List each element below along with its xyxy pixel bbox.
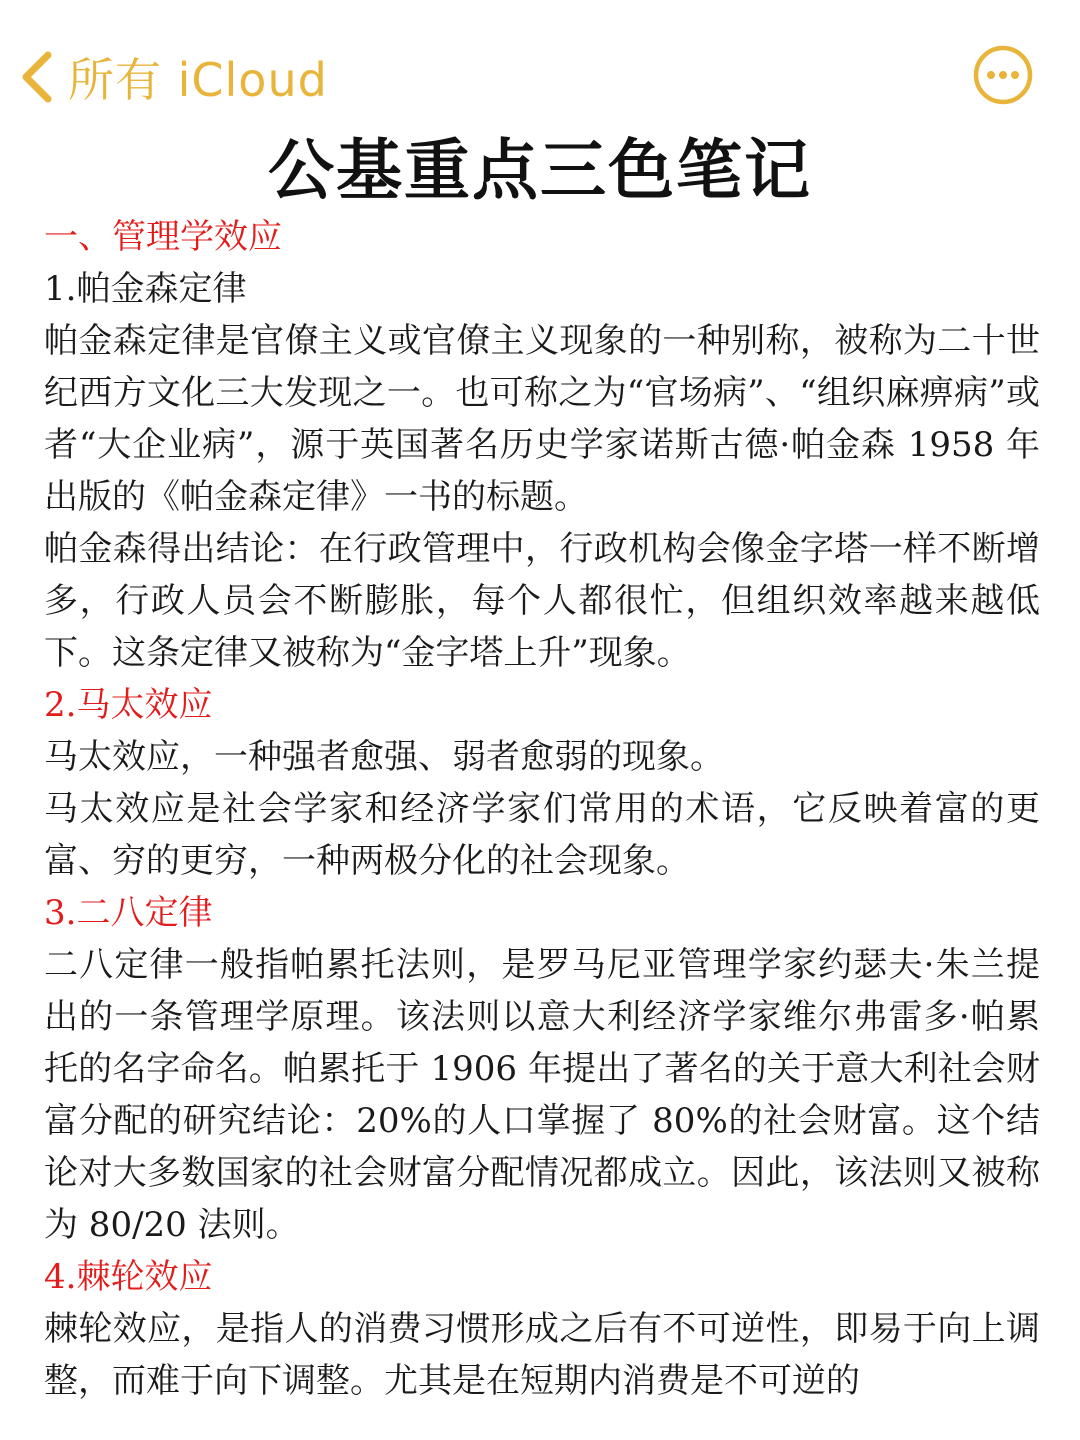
- ellipsis-circle-icon: [972, 91, 1034, 110]
- note-body[interactable]: [44, 211, 1040, 1407]
- section-heading: 一、管理学效应: [44, 217, 282, 257]
- paragraph: 棘轮效应，是指人的消费习惯形成之后有不可逆性，即易于向上调整，而难于向下调整。尤其是在短期内消费是不可逆的: [44, 1309, 1040, 1401]
- navigation-bar: [0, 0, 1080, 130]
- item-heading: 3.二八定律: [44, 893, 213, 933]
- more-options-button[interactable]: [972, 44, 1034, 106]
- paragraph: 二八定律一般指帕累托法则，是罗马尼亚管理学家约瑟夫·朱兰提出的一条管理学原理。该法则以意大利经济学家维尔弗雷多·帕累托的名字命名。帕累托于 1906 年提出了著名的关于意大利社会财富分配的研究结论：20%的人口掌握了 80%的社会财富。这个结论对大多数国家的社会财富分配情况都成立。因此，该法则又被称为 80/20 法则。: [44, 945, 1040, 1245]
- back-button[interactable]: [18, 42, 328, 112]
- item-heading: 2.马太效应: [44, 685, 213, 725]
- item-heading: 1.帕金森定律: [44, 269, 247, 309]
- note-title: 公基重点三色笔记: [268, 131, 812, 209]
- back-button-label: 所有 iCloud: [68, 53, 328, 107]
- paragraph: 马太效应，一种强者愈强、弱者愈弱的现象。: [44, 737, 724, 777]
- chevron-left-icon: [18, 49, 54, 105]
- paragraph: 马太效应是社会学家和经济学家们常用的术语，它反映着富的更富、穷的更穷，一种两极分化的社会现象。: [44, 789, 1040, 881]
- item-heading: 4.棘轮效应: [44, 1257, 213, 1297]
- paragraph: 帕金森定律是官僚主义或官僚主义现象的一种别称，被称为二十世纪西方文化三大发现之一。也可称之为“官场病”、“组织麻痹病”或者“大企业病”，源于英国著名历史学家诺斯古德·帕金森 1958 年出版的《帕金森定律》一书的标题。: [44, 321, 1040, 517]
- paragraph: 帕金森得出结论：在行政管理中，行政机构会像金字塔一样不断增多，行政人员会不断膨胀，每个人都很忙，但组织效率越来越低下。这条定律又被称为“金字塔上升”现象。: [44, 529, 1040, 673]
